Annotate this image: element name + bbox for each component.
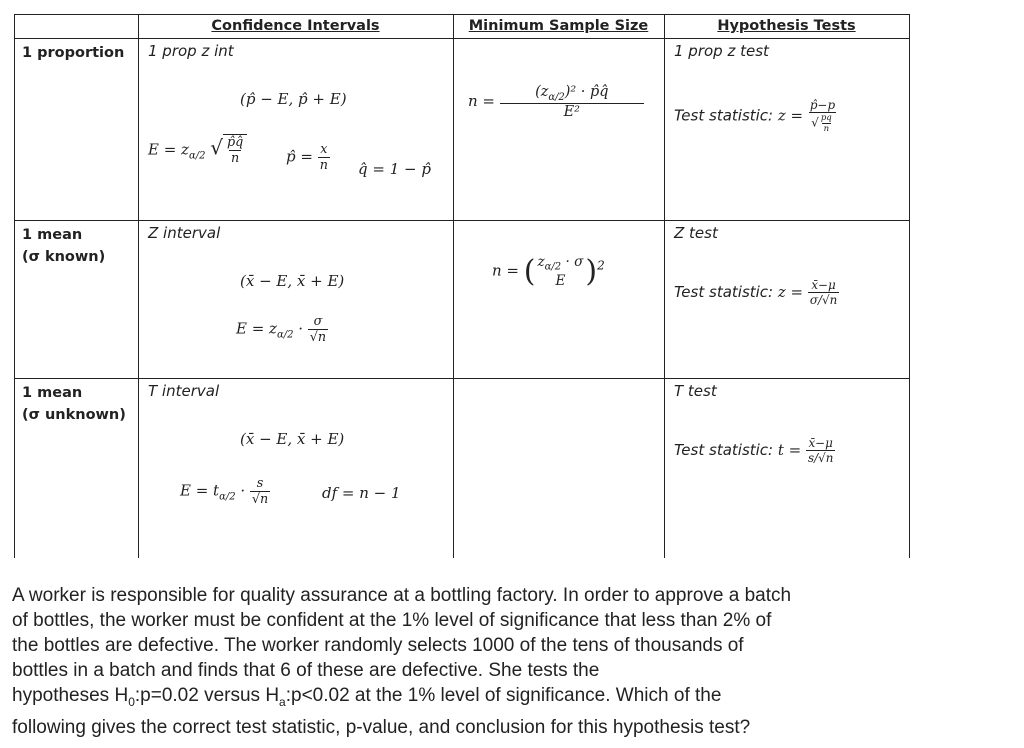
ss-num-tail: · σ <box>561 254 584 271</box>
ci-name-1-prop-z-int: 1 prop z int <box>148 42 234 60</box>
ci-margin-num: σ <box>313 314 323 329</box>
ci-margin-lhs: E = z <box>148 140 189 159</box>
ss-num-sub: α/2 <box>544 261 562 273</box>
header-confidence-intervals: Confidence Intervals <box>211 18 380 34</box>
ci-margin-rad-num: p̂q̂ <box>226 135 244 150</box>
table-border-right <box>909 14 910 558</box>
row-label-line2: (σ known) <box>22 249 106 265</box>
ci-interval-z: (x̄ − E, x̄ + E) <box>240 272 345 290</box>
ss-num-tail: )² · p̂q̂ <box>564 84 609 100</box>
table-row-divider-2 <box>14 378 910 379</box>
test-stat-label: Test statistic: <box>674 283 774 301</box>
ss-lhs: n = <box>492 261 519 280</box>
phat-den: n <box>319 158 328 173</box>
ci-margin-lhs: E = z <box>236 319 277 338</box>
sqrt-sign: √ <box>811 115 819 130</box>
question-line-4: bottles in a batch and finds that 6 of these are defective. She tests the <box>12 660 600 681</box>
table-col-divider-3 <box>664 14 665 558</box>
test-stat-z <box>674 278 839 307</box>
test-name-t-test: T test <box>674 382 717 400</box>
ci-name-t-interval: T interval <box>148 382 220 400</box>
ci-margin-lhs: E = t <box>180 481 220 500</box>
ci-margin-sub: α/2 <box>276 329 294 341</box>
test-stat-rad-num: pq <box>820 113 832 123</box>
ci-name-z-interval: Z interval <box>148 224 221 242</box>
sample-size-proportion <box>468 84 644 120</box>
row-label-line2: (σ unknown) <box>22 407 126 423</box>
test-stat-rad-den: n <box>823 124 830 134</box>
table-header-divider <box>14 38 910 39</box>
ci-margin-den: √n <box>251 492 269 507</box>
ss-den: E² <box>500 103 644 120</box>
ci-interval-proportion: (p̂ − E, p̂ + E) <box>240 90 347 108</box>
row-label-1-mean-unknown <box>22 382 126 426</box>
test-stat-lhs: t = <box>777 441 802 459</box>
formula-table <box>14 14 910 558</box>
question-text <box>12 583 912 740</box>
ci-margin-z: $E = z_{\alpha/2}$ · $\frac{\sigma}{√n}$ <box>236 314 327 345</box>
test-stat-num: x̄−μ <box>811 278 836 292</box>
degrees-of-freedom: df = n − 1 <box>322 484 401 502</box>
ss-den: E <box>555 272 566 289</box>
ci-margin-sub: α/2 <box>188 150 206 162</box>
question-line-5 <box>12 683 912 715</box>
test-stat-lhs: z = <box>777 106 804 125</box>
ci-margin-num: s <box>256 476 264 491</box>
table-border-left <box>14 14 15 558</box>
paren-open: ( <box>523 254 536 289</box>
ss-num: (z <box>535 84 549 100</box>
question-line-2: of bottles, the worker must be confident at the 1% level of significance that less than 2% of <box>12 610 772 631</box>
table-col-divider-2 <box>453 14 454 558</box>
hypotheses-text-b: :p=0.02 versus H <box>134 685 280 706</box>
sample-size-z <box>492 254 605 289</box>
h0-subscript: 0 <box>128 694 135 709</box>
test-stat-label: Test statistic: <box>674 441 774 459</box>
test-name-z-test: Z test <box>674 224 718 242</box>
ha-subscript: a <box>279 694 286 709</box>
ci-margin-den: √n <box>309 330 327 345</box>
row-label-line1: 1 mean <box>22 385 83 401</box>
phat-lhs: p̂ = <box>286 147 313 166</box>
test-name-1-prop-z-test: 1 prop z test <box>674 42 769 60</box>
question-line-6: following gives the correct test statistic, p-value, and conclusion for this hypothesis test? <box>12 716 751 738</box>
question-line-1: A worker is responsible for quality assurance at a bottling factory. In order to approve a batch <box>12 585 792 606</box>
table-border-top <box>14 14 910 15</box>
ci-margin-proportion <box>148 134 247 166</box>
table-row-divider-1 <box>14 220 910 221</box>
phat-definition <box>286 142 330 173</box>
test-stat-lhs: z = <box>777 283 804 301</box>
row-label-1-proportion: 1 proportion <box>22 45 125 61</box>
ss-exp: 2 <box>597 258 605 273</box>
sqrt-sign: √ <box>210 135 223 160</box>
test-stat-proportion <box>674 98 837 134</box>
header-minimum-sample-size: Minimum Sample Size <box>468 18 649 34</box>
hypotheses-text-a: hypotheses H <box>12 685 129 706</box>
test-stat-t <box>674 436 835 465</box>
ci-interval-t: (x̄ − E, x̄ + E) <box>240 430 345 448</box>
row-label-1-mean-known <box>22 224 105 268</box>
test-stat-den: σ/√n <box>809 293 838 307</box>
test-stat-den: s/√n <box>808 451 834 465</box>
ss-num: z <box>537 254 545 271</box>
paren-close: ) <box>585 254 598 289</box>
table-col-divider-1 <box>138 14 139 558</box>
ci-margin-rad-den: n <box>231 151 240 166</box>
test-stat-num: x̄−μ <box>808 436 833 450</box>
ss-lhs: n = <box>468 91 495 110</box>
qhat-definition: q̂ = 1 − p̂ <box>358 160 431 178</box>
hypotheses-text-c: :p<0.02 at the 1% level of significance. Which of the <box>285 685 722 706</box>
test-stat-num: p̂−p <box>809 98 836 112</box>
header-hypothesis-tests: Hypothesis Tests <box>717 18 856 34</box>
test-stat-label: Test statistic: <box>674 106 774 125</box>
row-label-line1: 1 mean <box>22 227 83 243</box>
question-line-3: the bottles are defective. The worker randomly selects 1000 of the tens of thousands of <box>12 635 744 656</box>
phat-num: x <box>320 142 328 157</box>
ci-margin-t: $E = t_{\alpha/2}$ · $\frac{s}{√n}$ <box>180 476 269 507</box>
ss-num-sub: α/2 <box>548 91 565 103</box>
ci-margin-sub: α/2 <box>219 491 236 503</box>
